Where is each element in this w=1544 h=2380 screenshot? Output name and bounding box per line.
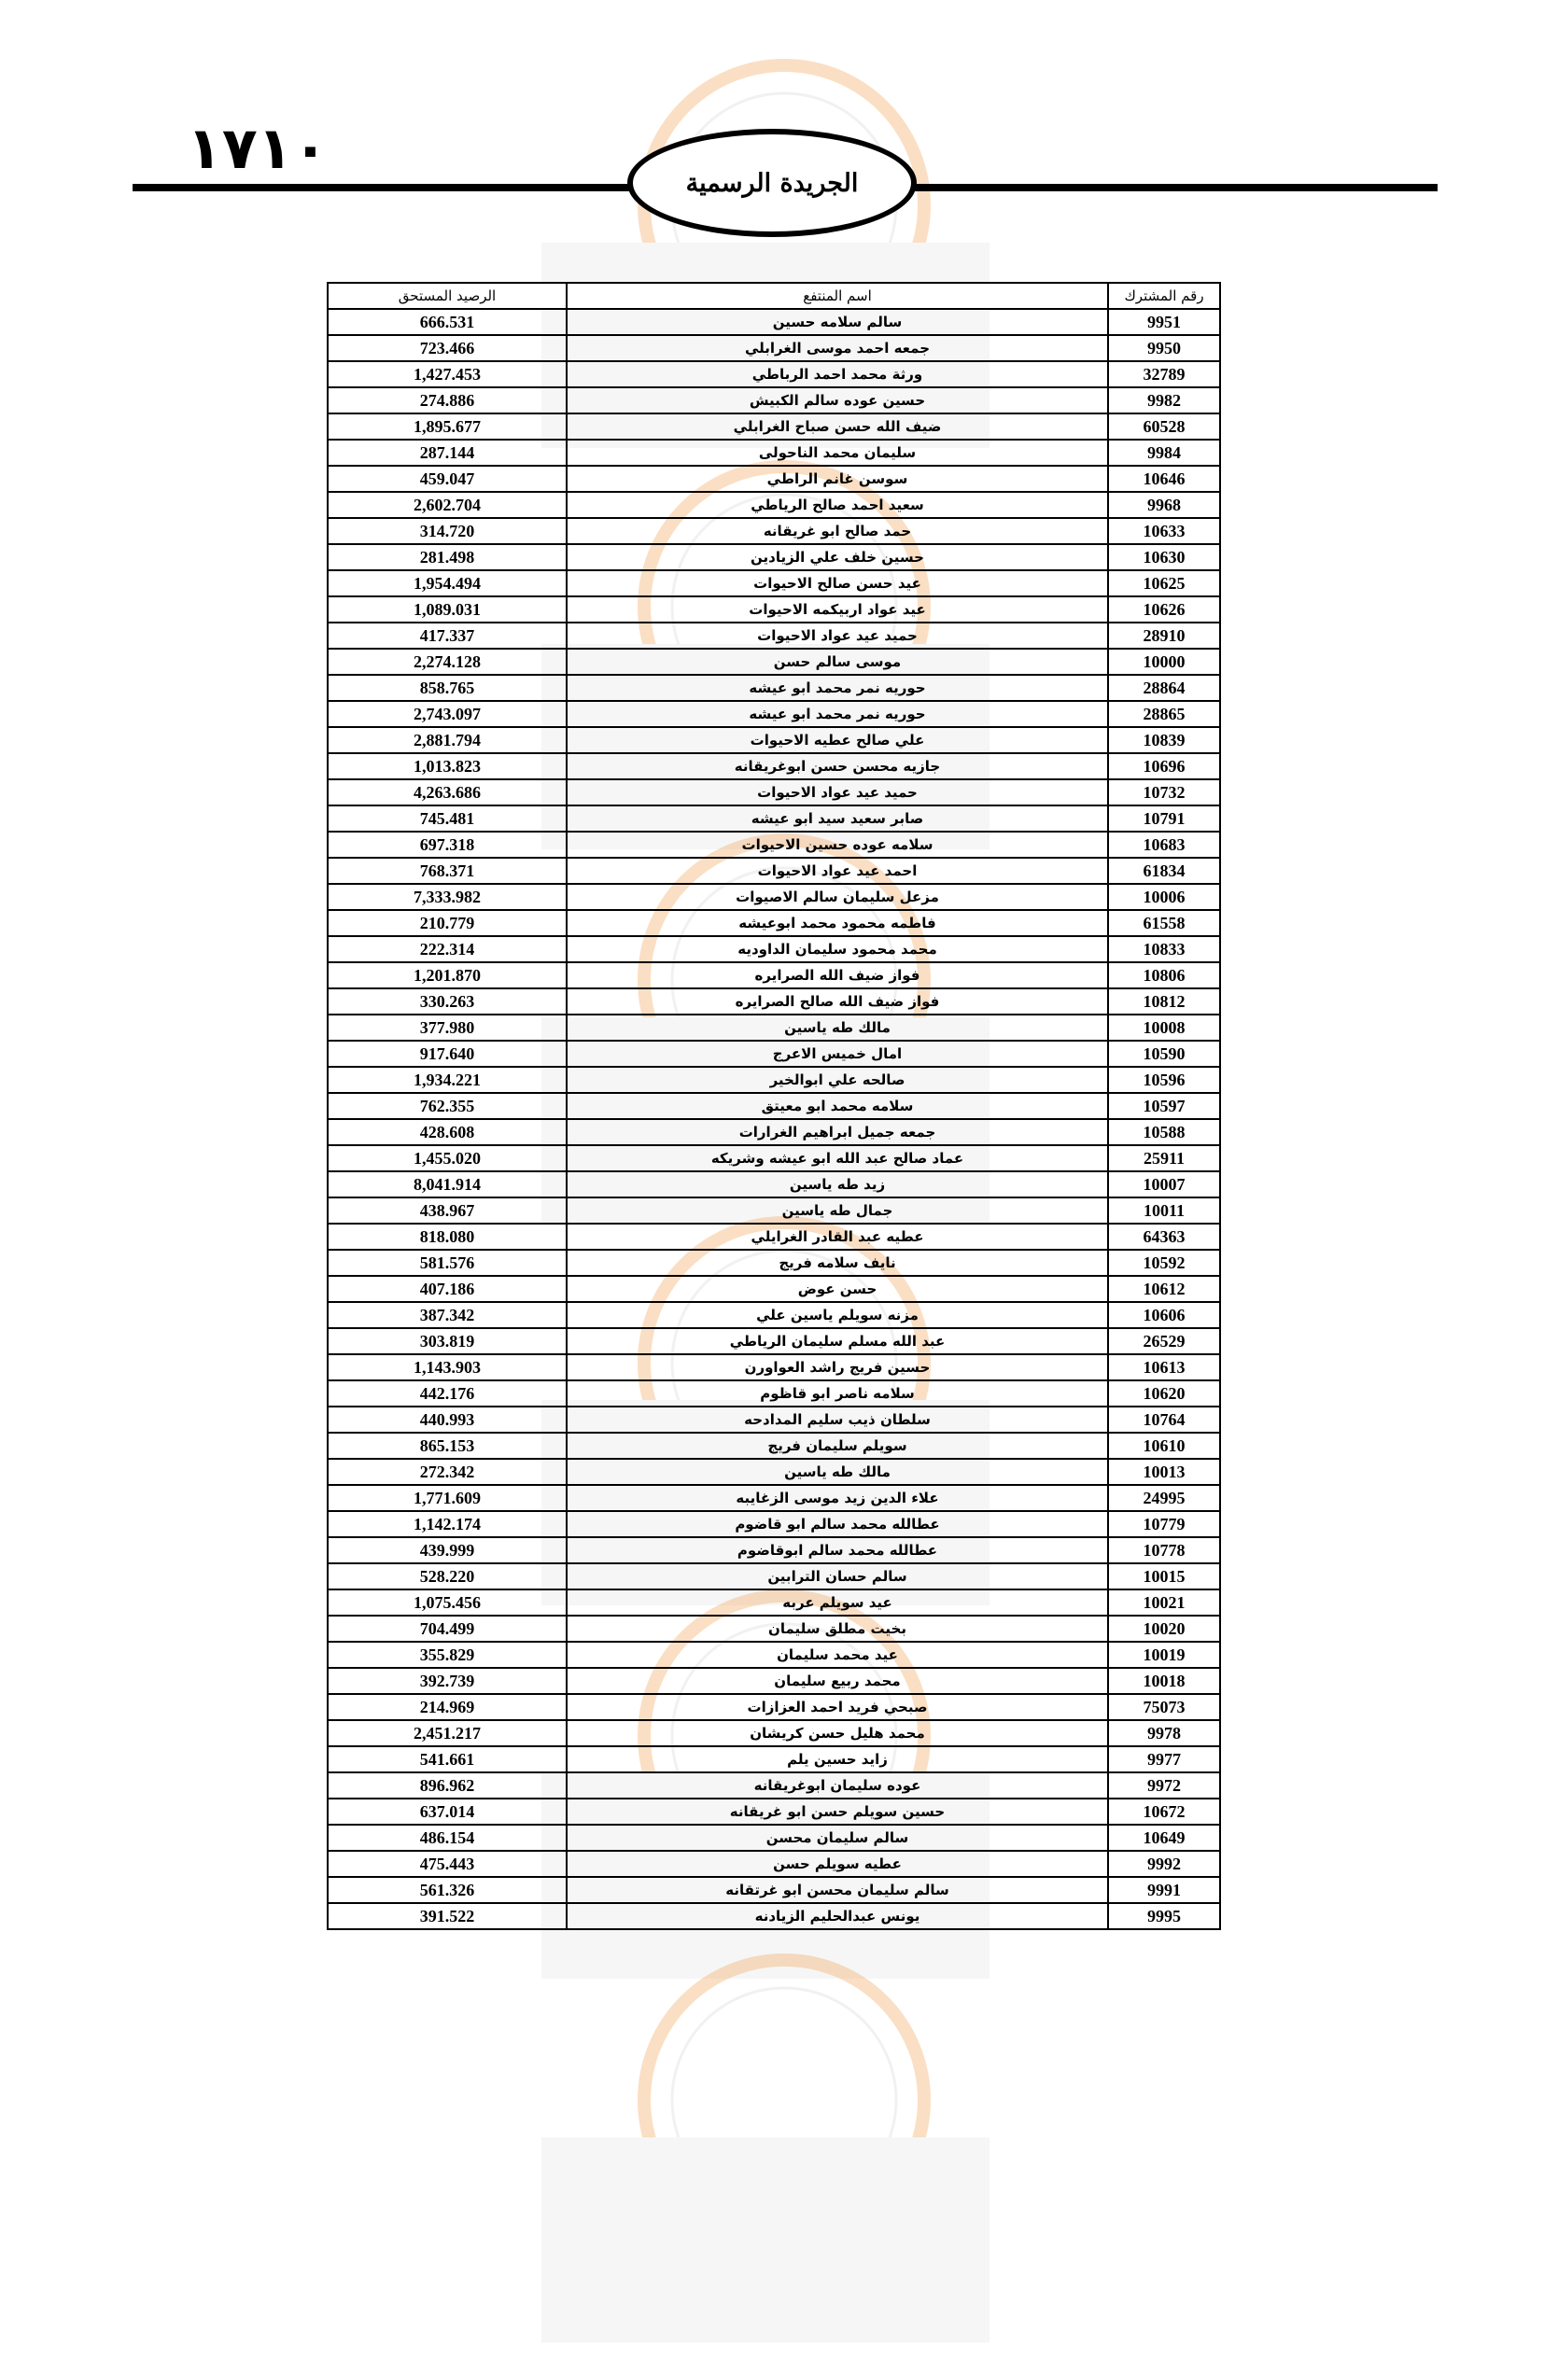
balance-cell: 561.326	[328, 1877, 567, 1903]
table-row	[328, 675, 1220, 701]
balance-cell: 723.466	[328, 335, 567, 361]
subscriber-number-cell: 26529	[1108, 1328, 1220, 1354]
table-row	[328, 1171, 1220, 1197]
table-row	[328, 1354, 1220, 1380]
name-cell: عيد سويلم عربه	[567, 1589, 1108, 1616]
table-row	[328, 858, 1220, 884]
balance-cell: 762.355	[328, 1093, 567, 1119]
subscriber-number-cell: 10015	[1108, 1563, 1220, 1589]
name-cell: عيد عواد اربيكمه الاحيوات	[567, 596, 1108, 623]
subscriber-number-cell: 9951	[1108, 309, 1220, 335]
name-cell: عوده سليمان ابوغريقانه	[567, 1772, 1108, 1799]
balance-cell: 1,075.456	[328, 1589, 567, 1616]
subscriber-number-cell: 10764	[1108, 1407, 1220, 1433]
header-subscriber-number: رقم المشترك	[1108, 283, 1220, 309]
name-cell: عطيه سويلم حسن	[567, 1851, 1108, 1877]
subscriber-number-cell: 10006	[1108, 884, 1220, 910]
balance-cell: 387.342	[328, 1302, 567, 1328]
subscriber-number-cell: 25911	[1108, 1145, 1220, 1171]
name-cell: سلامه عوده حسين الاحيوات	[567, 832, 1108, 858]
subscriber-number-cell: 9972	[1108, 1772, 1220, 1799]
table-row	[328, 544, 1220, 570]
table-row	[328, 727, 1220, 753]
subscriber-number-cell: 10646	[1108, 466, 1220, 492]
subscriber-number-cell: 9968	[1108, 492, 1220, 518]
balance-cell: 8,041.914	[328, 1171, 567, 1197]
table-row	[328, 1851, 1220, 1877]
balance-cell: 1,954.494	[328, 570, 567, 596]
name-cell: سلامه ناصر ابو قاظوم	[567, 1380, 1108, 1407]
subscriber-number-cell: 9950	[1108, 335, 1220, 361]
balance-cell: 2,451.217	[328, 1720, 567, 1746]
balance-cell: 439.999	[328, 1537, 567, 1563]
name-cell: عيد محمد سليمان	[567, 1642, 1108, 1668]
name-cell: جمعه احمد موسى الغرابلي	[567, 335, 1108, 361]
subscriber-number-cell: 10732	[1108, 779, 1220, 805]
subscriber-number-cell: 10606	[1108, 1302, 1220, 1328]
subscriber-number-cell: 10625	[1108, 570, 1220, 596]
table-row	[328, 1511, 1220, 1537]
name-cell: زيد طه ياسين	[567, 1171, 1108, 1197]
balance-cell: 438.967	[328, 1197, 567, 1224]
name-cell: محمد محمود سليمان الداوديه	[567, 936, 1108, 962]
subscriber-number-cell: 9992	[1108, 1851, 1220, 1877]
table-row	[328, 1485, 1220, 1511]
name-cell: حميد عيد عواد الاحيوات	[567, 623, 1108, 649]
name-cell: حسين سويلم حسن ابو غريقانه	[567, 1799, 1108, 1825]
subscriber-number-cell: 10588	[1108, 1119, 1220, 1145]
subscriber-number-cell: 10839	[1108, 727, 1220, 753]
balance-cell: 442.176	[328, 1380, 567, 1407]
name-cell: عطالله محمد سالم ابو قاضوم	[567, 1511, 1108, 1537]
name-cell: حميد عيد عواد الاحيوات	[567, 779, 1108, 805]
balance-cell: 1,143.903	[328, 1354, 567, 1380]
subscriber-number-cell: 9991	[1108, 1877, 1220, 1903]
subscriber-number-cell: 10021	[1108, 1589, 1220, 1616]
subscriber-number-cell: 32789	[1108, 361, 1220, 387]
balance-cell: 314.720	[328, 518, 567, 544]
subscriber-number-cell: 10683	[1108, 832, 1220, 858]
balance-cell: 1,142.174	[328, 1511, 567, 1537]
table-row	[328, 1433, 1220, 1459]
table-row	[328, 1380, 1220, 1407]
subscriber-number-cell: 10791	[1108, 805, 1220, 832]
table-row	[328, 988, 1220, 1015]
balance-cell: 1,201.870	[328, 962, 567, 988]
name-cell: محمد هليل حسن كريشان	[567, 1720, 1108, 1746]
name-cell: حوريه نمر محمد ابو عيشه	[567, 701, 1108, 727]
name-cell: موسى سالم حسن	[567, 649, 1108, 675]
balance-cell: 528.220	[328, 1563, 567, 1589]
name-cell: سليمان محمد الناحولى	[567, 440, 1108, 466]
name-cell: حسن عوض	[567, 1276, 1108, 1302]
name-cell: عطالله محمد سالم ابوقاضوم	[567, 1537, 1108, 1563]
balance-cell: 459.047	[328, 466, 567, 492]
name-cell: بخيت مطلق سليمان	[567, 1616, 1108, 1642]
table-row	[328, 1825, 1220, 1851]
page-number: ١٧١٠	[187, 114, 329, 182]
balance-cell: 2,602.704	[328, 492, 567, 518]
name-cell: حوريه نمر محمد ابو عيشه	[567, 675, 1108, 701]
table-row	[328, 1119, 1220, 1145]
balance-cell: 697.318	[328, 832, 567, 858]
table-row	[328, 1694, 1220, 1720]
balance-cell: 330.263	[328, 988, 567, 1015]
balance-cell: 417.337	[328, 623, 567, 649]
name-cell: يونس عبدالحليم الزيادنه	[567, 1903, 1108, 1929]
journal-title-oval	[627, 129, 917, 237]
balance-cell: 896.962	[328, 1772, 567, 1799]
balance-cell: 704.499	[328, 1616, 567, 1642]
balance-cell: 274.886	[328, 387, 567, 413]
subscriber-number-cell: 9978	[1108, 1720, 1220, 1746]
subscriber-number-cell: 10778	[1108, 1537, 1220, 1563]
subscriber-number-cell: 10626	[1108, 596, 1220, 623]
table-row	[328, 1015, 1220, 1041]
table-header-row	[328, 283, 1220, 309]
subscribers-table	[327, 282, 1221, 1930]
table-row	[328, 1720, 1220, 1746]
table-row	[328, 832, 1220, 858]
subscriber-number-cell: 10612	[1108, 1276, 1220, 1302]
balance-cell: 541.661	[328, 1746, 567, 1772]
subscriber-number-cell: 10672	[1108, 1799, 1220, 1825]
subscriber-number-cell: 10019	[1108, 1642, 1220, 1668]
name-cell: مالك طه ياسين	[567, 1459, 1108, 1485]
table-row	[328, 518, 1220, 544]
balance-cell: 2,743.097	[328, 701, 567, 727]
subscriber-number-cell: 10613	[1108, 1354, 1220, 1380]
table-row	[328, 1093, 1220, 1119]
balance-cell: 475.443	[328, 1851, 567, 1877]
subscriber-number-cell: 10597	[1108, 1093, 1220, 1119]
table-row	[328, 1903, 1220, 1929]
subscriber-number-cell: 9977	[1108, 1746, 1220, 1772]
balance-cell: 377.980	[328, 1015, 567, 1041]
subscriber-number-cell: 9984	[1108, 440, 1220, 466]
table-row	[328, 962, 1220, 988]
balance-cell: 355.829	[328, 1642, 567, 1668]
table-row	[328, 936, 1220, 962]
name-cell: نايف سلامه فريج	[567, 1250, 1108, 1276]
subscriber-number-cell: 28910	[1108, 623, 1220, 649]
name-cell: حمد صالح ابو غريقانه	[567, 518, 1108, 544]
name-cell: مزعل سليمان سالم الاصيوات	[567, 884, 1108, 910]
name-cell: محمد ربيع سليمان	[567, 1668, 1108, 1694]
balance-cell: 281.498	[328, 544, 567, 570]
name-cell: عماد صالح عبد الله ابو عيشه وشريكه	[567, 1145, 1108, 1171]
subscriber-number-cell: 10806	[1108, 962, 1220, 988]
table-row	[328, 1668, 1220, 1694]
name-cell: حسين عوده سالم الكبيش	[567, 387, 1108, 413]
balance-cell: 917.640	[328, 1041, 567, 1067]
name-cell: ضيف الله حسن صباح الغرابلي	[567, 413, 1108, 440]
name-cell: سويلم سليمان فريج	[567, 1433, 1108, 1459]
name-cell: حسين فريج راشد العواورن	[567, 1354, 1108, 1380]
balance-cell: 440.993	[328, 1407, 567, 1433]
subscriber-number-cell: 10000	[1108, 649, 1220, 675]
subscriber-number-cell: 10013	[1108, 1459, 1220, 1485]
table-row	[328, 1772, 1220, 1799]
table-row	[328, 1224, 1220, 1250]
balance-cell: 287.144	[328, 440, 567, 466]
balance-cell: 1,013.823	[328, 753, 567, 779]
balance-cell: 486.154	[328, 1825, 567, 1851]
journal-title: الجريدة الرسمية	[685, 168, 859, 198]
table-row	[328, 1563, 1220, 1589]
balance-cell: 1,895.677	[328, 413, 567, 440]
table-row	[328, 884, 1220, 910]
name-cell: عبد الله مسلم سليمان الرياطي	[567, 1328, 1108, 1354]
name-cell: فواز ضيف الله صالح الصرايره	[567, 988, 1108, 1015]
balance-cell: 1,089.031	[328, 596, 567, 623]
table-row	[328, 1877, 1220, 1903]
name-cell: سالم سلامه حسين	[567, 309, 1108, 335]
subscriber-number-cell: 9982	[1108, 387, 1220, 413]
balance-cell: 637.014	[328, 1799, 567, 1825]
header-balance: الرصيد المستحق	[328, 283, 567, 309]
subscriber-number-cell: 10649	[1108, 1825, 1220, 1851]
name-cell: فاطمه محمود محمد ابوعيشه	[567, 910, 1108, 936]
balance-cell: 2,274.128	[328, 649, 567, 675]
balance-cell: 1,427.453	[328, 361, 567, 387]
name-cell: زايد حسين يلم	[567, 1746, 1108, 1772]
name-cell: ورثة محمد احمد الرباطي	[567, 361, 1108, 387]
subscriber-number-cell: 10018	[1108, 1668, 1220, 1694]
subscriber-number-cell: 10596	[1108, 1067, 1220, 1093]
table-row	[328, 1746, 1220, 1772]
balance-cell: 1,771.609	[328, 1485, 567, 1511]
table-row	[328, 1589, 1220, 1616]
subscriber-number-cell: 61558	[1108, 910, 1220, 936]
balance-cell: 7,333.982	[328, 884, 567, 910]
name-cell: سلامه محمد ابو معيتق	[567, 1093, 1108, 1119]
balance-cell: 4,263.686	[328, 779, 567, 805]
balance-cell: 666.531	[328, 309, 567, 335]
watermark-logo	[504, 1932, 1027, 2380]
balance-cell: 768.371	[328, 858, 567, 884]
balance-cell: 428.608	[328, 1119, 567, 1145]
table-row	[328, 492, 1220, 518]
balance-cell: 1,934.221	[328, 1067, 567, 1093]
subscriber-number-cell: 10590	[1108, 1041, 1220, 1067]
name-cell: سالم حسان الترابين	[567, 1563, 1108, 1589]
name-cell: علاء الدين زيد موسى الزغايبه	[567, 1485, 1108, 1511]
table-row	[328, 910, 1220, 936]
balance-cell: 745.481	[328, 805, 567, 832]
name-cell: سوسن غانم الراطي	[567, 466, 1108, 492]
balance-cell: 303.819	[328, 1328, 567, 1354]
subscriber-number-cell: 10696	[1108, 753, 1220, 779]
subscriber-number-cell: 28865	[1108, 701, 1220, 727]
subscriber-number-cell: 60528	[1108, 413, 1220, 440]
name-cell: عطيه عبد القادر الغرايلي	[567, 1224, 1108, 1250]
subscriber-number-cell: 10630	[1108, 544, 1220, 570]
balance-cell: 214.969	[328, 1694, 567, 1720]
subscriber-number-cell: 10779	[1108, 1511, 1220, 1537]
balance-cell: 210.779	[328, 910, 567, 936]
name-cell: جازيه محسن حسن ابوغريقانه	[567, 753, 1108, 779]
table-row	[328, 1407, 1220, 1433]
balance-cell: 222.314	[328, 936, 567, 962]
subscriber-number-cell: 75073	[1108, 1694, 1220, 1720]
balance-cell: 818.080	[328, 1224, 567, 1250]
table-row	[328, 440, 1220, 466]
table-row	[328, 1250, 1220, 1276]
balance-cell: 581.576	[328, 1250, 567, 1276]
subscriber-number-cell: 10011	[1108, 1197, 1220, 1224]
table-row	[328, 1145, 1220, 1171]
subscriber-number-cell: 10592	[1108, 1250, 1220, 1276]
subscriber-number-cell: 10812	[1108, 988, 1220, 1015]
table-row	[328, 805, 1220, 832]
name-cell: فواز ضيف الله الصرايره	[567, 962, 1108, 988]
subscriber-number-cell: 64363	[1108, 1224, 1220, 1250]
table-row	[328, 361, 1220, 387]
balance-cell: 272.342	[328, 1459, 567, 1485]
header-beneficiary-name: اسم المنتفع	[567, 283, 1108, 309]
table-row	[328, 1616, 1220, 1642]
name-cell: سالم سليمان محسن	[567, 1825, 1108, 1851]
table-row	[328, 623, 1220, 649]
name-cell: صبحي فريد احمد العزازات	[567, 1694, 1108, 1720]
table-row	[328, 1328, 1220, 1354]
table-body	[328, 309, 1220, 1929]
subscriber-number-cell: 61834	[1108, 858, 1220, 884]
balance-cell: 865.153	[328, 1433, 567, 1459]
balance-cell: 858.765	[328, 675, 567, 701]
table-row	[328, 466, 1220, 492]
table-row	[328, 309, 1220, 335]
table-row	[328, 1799, 1220, 1825]
table-row	[328, 1041, 1220, 1067]
subscriber-number-cell: 10610	[1108, 1433, 1220, 1459]
table-row	[328, 1537, 1220, 1563]
subscriber-number-cell: 24995	[1108, 1485, 1220, 1511]
table-row	[328, 649, 1220, 675]
table-row	[328, 779, 1220, 805]
table-row	[328, 1459, 1220, 1485]
name-cell: سعيد احمد صالح الرياطي	[567, 492, 1108, 518]
name-cell: علي صالح عطيه الاحيوات	[567, 727, 1108, 753]
name-cell: جمعه جميل ابراهيم الغرارات	[567, 1119, 1108, 1145]
table-row	[328, 570, 1220, 596]
table-row	[328, 1067, 1220, 1093]
table-row	[328, 596, 1220, 623]
table-row	[328, 1302, 1220, 1328]
subscriber-number-cell: 28864	[1108, 675, 1220, 701]
name-cell: صالحه علي ابوالخير	[567, 1067, 1108, 1093]
name-cell: جمال طه ياسين	[567, 1197, 1108, 1224]
table-row	[328, 335, 1220, 361]
subscriber-number-cell: 10020	[1108, 1616, 1220, 1642]
table-row	[328, 1642, 1220, 1668]
balance-cell: 2,881.794	[328, 727, 567, 753]
table-row	[328, 413, 1220, 440]
subscriber-number-cell: 10008	[1108, 1015, 1220, 1041]
balance-cell: 1,455.020	[328, 1145, 567, 1171]
table-row	[328, 1276, 1220, 1302]
name-cell: سالم سليمان محسن ابو غرتقانه	[567, 1877, 1108, 1903]
subscriber-number-cell: 10633	[1108, 518, 1220, 544]
subscriber-number-cell: 10620	[1108, 1380, 1220, 1407]
balance-cell: 391.522	[328, 1903, 567, 1929]
name-cell: مالك طه ياسين	[567, 1015, 1108, 1041]
name-cell: احمد عيد عواد الاحيوات	[567, 858, 1108, 884]
balance-cell: 407.186	[328, 1276, 567, 1302]
table-row	[328, 1197, 1220, 1224]
table-row	[328, 753, 1220, 779]
name-cell: حسين خلف علي الزيادين	[567, 544, 1108, 570]
name-cell: مزنه سويلم ياسين علي	[567, 1302, 1108, 1328]
balance-cell: 392.739	[328, 1668, 567, 1694]
subscriber-number-cell: 10007	[1108, 1171, 1220, 1197]
name-cell: سلطان ذيب سليم المدادحه	[567, 1407, 1108, 1433]
name-cell: عيد حسن صالح الاحيوات	[567, 570, 1108, 596]
name-cell: صابر سعيد سيد ابو عيشه	[567, 805, 1108, 832]
name-cell: امال خميس الاعرج	[567, 1041, 1108, 1067]
table-row	[328, 701, 1220, 727]
subscriber-number-cell: 9995	[1108, 1903, 1220, 1929]
subscriber-number-cell: 10833	[1108, 936, 1220, 962]
table-row	[328, 387, 1220, 413]
